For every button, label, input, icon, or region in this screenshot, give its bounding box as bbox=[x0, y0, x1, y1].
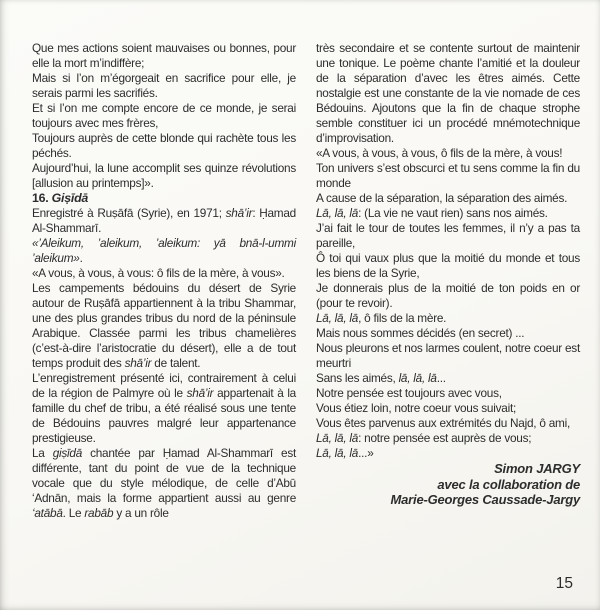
text-segment: Lā, lā, lā bbox=[316, 446, 359, 460]
poem-line bbox=[316, 371, 580, 386]
poem-line bbox=[316, 221, 580, 251]
text-segment: Lā, lā, lā bbox=[316, 431, 359, 445]
section-heading bbox=[32, 191, 296, 206]
text-segment: Je donnerais plus de la moitié de ton poids en or (pour te revoir). bbox=[316, 281, 580, 310]
text-segment: Notre pensée est toujours avec vous, bbox=[316, 386, 502, 400]
text-segment: : Ḥamad Al-Shammarī. bbox=[32, 206, 296, 235]
text-segment: Sans les aimés, bbox=[316, 371, 399, 385]
text-segment: Ô toi qui vaux plus que la moitié du monde et tous les biens de la Syrie, bbox=[316, 251, 580, 280]
text-segment: . bbox=[79, 251, 83, 265]
paragraph bbox=[32, 371, 296, 446]
poem-line bbox=[316, 386, 580, 401]
poem-line bbox=[316, 146, 580, 161]
poem-line bbox=[316, 446, 580, 461]
signature-line: avec la collaboration de bbox=[437, 476, 580, 492]
text-segment: : (La vie ne vaut rien) sans nos aimés. bbox=[358, 206, 548, 220]
text-segment: ‘atābā bbox=[32, 506, 63, 520]
text-segment: Les campements bédouins du désert de Syrie autour de Ruṣāfā appartiennent à la tribu Shammar, une des plus grandes tribus du nord de la péninsule Arabique. Classée parmi les tribus chamelières (c’est-à-dire l’aristocratie du désert), elle a de tout temps produit des bbox=[32, 281, 296, 370]
text-segment: «A vous, à vous, à vous, ô fils de la mère, à vous! bbox=[316, 146, 563, 160]
text-segment: shā’ir bbox=[225, 206, 253, 220]
left-column bbox=[32, 41, 296, 521]
text-segment: y a un rôle bbox=[113, 506, 169, 520]
text-segment: Vous étiez loin, notre coeur vous suivait; bbox=[316, 401, 516, 415]
text-segment: rabāb bbox=[84, 506, 114, 520]
text-segment: «A vous, à vous, à vous: ô fils de la mère, à vous». bbox=[32, 266, 285, 280]
poem-line bbox=[316, 281, 580, 311]
poem-line bbox=[316, 431, 580, 446]
text-segment: Toujours auprès de cette blonde qui rachète tous les péchés. bbox=[32, 131, 296, 160]
poem-line bbox=[316, 161, 580, 191]
poem-line bbox=[316, 251, 580, 281]
poem-line bbox=[316, 191, 580, 206]
poem-line bbox=[316, 341, 580, 371]
right-column bbox=[316, 41, 580, 508]
text-segment: L’enregistrement présenté ici, contrairement à celui de la région de Palmyre où le bbox=[32, 371, 296, 400]
text-segment: ...» bbox=[358, 446, 374, 460]
text-segment: Que mes actions soient mauvaises ou bonnes, pour elle la mort m’indiffère; bbox=[32, 41, 296, 70]
text-segment: , ô fils de la mère. bbox=[358, 311, 447, 325]
text-segment: Aujourd’hui, la lune accomplit ses quinze révolutions [allusion au printemps]». bbox=[32, 161, 296, 190]
paragraph bbox=[32, 446, 296, 521]
poem-line bbox=[316, 326, 580, 341]
text-segment: A cause de la séparation, la séparation des aimés. bbox=[316, 191, 568, 205]
text-segment: chantée par Ḥamad Al-Shammarī est différente, tant du point de vue de la technique vocale que du style mélodique, de celle d’Abū ‘Adnān, mais la forme appartient aussi au genre bbox=[32, 446, 296, 505]
text-segment: shā’ir bbox=[124, 356, 152, 370]
text-segment: Vous êtes parvenus aux extrémités du Najd, ô ami, bbox=[316, 416, 570, 430]
text-segment: J’ai fait le tour de toutes les femmes, il n’y a pas ta pareille, bbox=[316, 221, 580, 250]
poem-line bbox=[32, 161, 296, 191]
poem-line bbox=[316, 206, 580, 221]
text-segment: Et si l’on me compte encore de ce monde, je serai toujours avec mes frères, bbox=[32, 101, 296, 130]
text-segment: Lā, lā, lā bbox=[316, 206, 359, 220]
text-segment: appartenait à la famille du chef de tribu, a été réalisé sous une tente de Bédouins pauvres malgré leur appartenance prestigieuse. bbox=[32, 386, 296, 445]
text-segment: : notre pensée est auprès de vous; bbox=[358, 431, 532, 445]
text-segment: giṣīdā bbox=[52, 446, 83, 460]
signature-line: Marie-Georges Caussade-Jargy bbox=[390, 492, 580, 507]
text-segment: Nous pleurons et nos larmes coulent, notre coeur est meurtri bbox=[316, 341, 580, 370]
text-segment: Mais nous sommes décidés (en secret) ... bbox=[316, 326, 525, 340]
text-segment: ... bbox=[436, 371, 446, 385]
poem-line bbox=[32, 71, 296, 101]
transliteration-line bbox=[32, 236, 296, 266]
poem-line bbox=[32, 41, 296, 71]
poem-line bbox=[32, 131, 296, 161]
text-segment: Enregistré à Ruṣāfā (Syrie), en 1971; bbox=[32, 206, 226, 220]
text-segment: lā, lā, lā bbox=[398, 371, 437, 385]
paragraph bbox=[316, 41, 580, 146]
text-segment: très secondaire et se contente surtout de maintenir une tonique. Le poème chante l’amitié et la douleur de la séparation d’avec les êtres aimés. Cette nostalgie est une constante de la vie nomade de ces Bédouins. Ajoutons que la fin de chaque strophe semble constituer ici un procédé mnémotechnique d’improvisation. bbox=[316, 41, 580, 145]
page-number: 15 bbox=[555, 575, 573, 592]
text-segment: 16. bbox=[32, 191, 52, 205]
signature-line: Simon JARGY bbox=[494, 461, 580, 476]
text-segment: Mais si l’on m’égorgeait en sacrifice pour elle, je serais parmi les sacrifiés. bbox=[32, 71, 296, 100]
recording-note bbox=[32, 206, 296, 236]
poem-line bbox=[316, 401, 580, 416]
paragraph bbox=[32, 281, 296, 371]
translation-line bbox=[32, 266, 296, 281]
text-segment: Lā, lā, lā bbox=[316, 311, 359, 325]
poem-line bbox=[32, 101, 296, 131]
text-segment: de talent. bbox=[151, 356, 201, 370]
text-segment: . Le bbox=[62, 506, 85, 520]
text-segment: Giṣīdā bbox=[51, 191, 89, 205]
poem-line bbox=[316, 416, 580, 431]
text-segment: Ton univers s’est obscurci et tu sens comme la fin du monde bbox=[316, 161, 580, 190]
text-segment: La bbox=[32, 446, 53, 460]
text-segment: «’Aleikum, ’aleikum, ’aleikum: yā bnā-l-ummi ’aleikum» bbox=[32, 236, 296, 265]
poem-line bbox=[316, 311, 580, 326]
text-segment: shā’ir bbox=[186, 386, 214, 400]
